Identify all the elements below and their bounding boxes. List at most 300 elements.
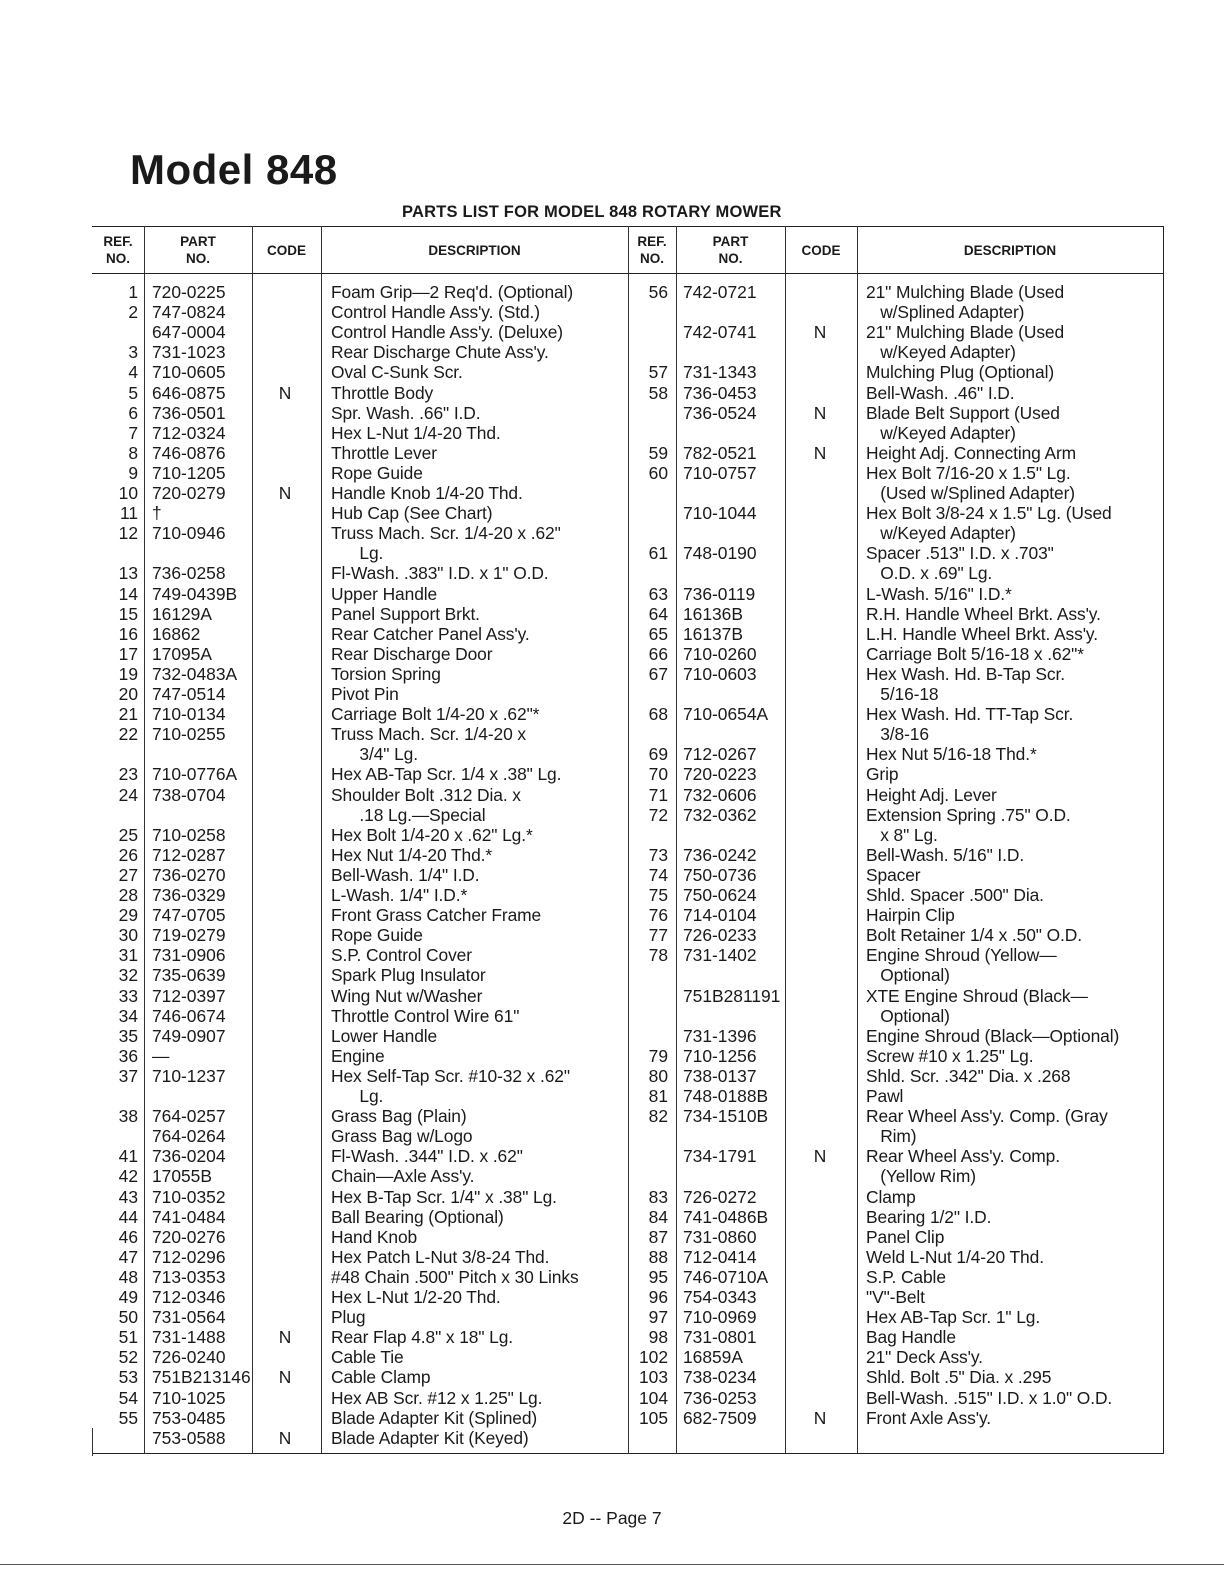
cell-desc: Hex AB-Tap Scr. 1" Lg. <box>866 1307 1041 1328</box>
cell-ref: 43 <box>118 1186 138 1207</box>
cell-part: 736-0270 <box>152 864 226 885</box>
cell-part: 712-0287 <box>152 844 226 865</box>
cell-desc: Shld. Bolt .5" Dia. x .295 <box>866 1367 1052 1388</box>
cell-part: 731-1402 <box>683 945 757 966</box>
cell-part: 731-0801 <box>683 1327 757 1348</box>
cell-desc: w/Keyed Adapter) <box>866 422 1016 443</box>
cell-part: 732-0362 <box>683 804 757 825</box>
cell-part: 710-1044 <box>683 503 757 524</box>
cell-part: 736-0501 <box>152 402 226 423</box>
cell-part: 731-1488 <box>152 1327 226 1348</box>
cell-part: 16862 <box>152 623 201 644</box>
cell-desc: S.P. Cable <box>866 1266 946 1287</box>
cell-code: N <box>813 402 827 423</box>
cell-ref: 4 <box>128 362 138 383</box>
cell-part: 738-0234 <box>683 1367 757 1388</box>
cell-ref: 57 <box>648 362 668 383</box>
cell-desc: 3/4" Lg. <box>331 744 418 765</box>
cell-ref: 95 <box>648 1266 668 1287</box>
cell-code: N <box>813 442 827 463</box>
cell-ref: 49 <box>118 1287 138 1307</box>
cell-part: 750-0624 <box>683 885 757 905</box>
cell-desc: Spacer <box>866 864 921 885</box>
cell-desc: Fl-Wash. .383" I.D. x 1" O.D. <box>331 563 549 584</box>
cell-desc: O.D. x .69" Lg. <box>866 563 993 584</box>
cell-desc: Throttle Control Wire 61" <box>331 1005 520 1026</box>
cell-code: N <box>278 1367 292 1388</box>
cell-part: 736-0329 <box>152 885 226 905</box>
cell-desc: Panel Clip <box>866 1226 945 1247</box>
cell-part: 731-0564 <box>152 1307 226 1328</box>
cell-ref: 12 <box>118 523 138 544</box>
cell-part: 749-0439B <box>152 583 238 604</box>
cell-ref: 71 <box>648 784 668 805</box>
cell-desc: L-Wash. 5/16" I.D.* <box>866 583 1012 604</box>
cell-part: 731-1396 <box>683 1025 757 1046</box>
cell-part: 710-0255 <box>152 724 226 745</box>
cell-part: 712-0346 <box>152 1287 226 1307</box>
cell-part: 710-0134 <box>152 704 226 725</box>
cell-ref: 52 <box>118 1347 138 1368</box>
cell-part: — <box>152 1045 170 1066</box>
cell-desc: Blade Adapter Kit (Splined) <box>331 1407 538 1428</box>
cell-desc: Engine Shroud (Black—Optional) <box>866 1025 1120 1046</box>
cell-ref: 34 <box>118 1005 138 1026</box>
cell-desc: Optional) <box>866 965 950 986</box>
cell-desc: Rear Discharge Door <box>331 643 493 664</box>
cell-ref: 55 <box>118 1407 138 1428</box>
cell-part: 782-0521 <box>683 442 757 463</box>
cell-part: 719-0279 <box>152 925 226 946</box>
cell-desc: Hex Nut 1/4-20 Thd.* <box>331 844 493 865</box>
cell-desc: Shoulder Bolt .312 Dia. x <box>331 784 521 805</box>
bottom-rule <box>0 1564 1224 1565</box>
cell-part: 732-0606 <box>683 784 757 805</box>
cell-part: 746-0876 <box>152 442 226 463</box>
cell-part: 747-0514 <box>152 684 226 704</box>
cell-ref: 6 <box>128 402 138 423</box>
cell-part: 734-1510B <box>683 1106 769 1127</box>
cell-ref: 83 <box>648 1186 668 1207</box>
cell-desc: Hex AB-Tap Scr. 1/4 x .38" Lg. <box>331 764 562 785</box>
cell-part: 747-0705 <box>152 905 226 926</box>
cell-part: 736-0453 <box>683 382 757 403</box>
cell-part: 748-0188B <box>683 1086 769 1106</box>
cell-desc: "V"-Belt <box>866 1287 925 1307</box>
cell-part: 746-0710A <box>683 1266 769 1287</box>
cell-ref: 81 <box>648 1086 668 1106</box>
cell-ref: 29 <box>118 905 138 926</box>
cell-part: 710-0654A <box>683 704 769 725</box>
cell-part: 712-0267 <box>683 744 757 765</box>
header-part-text: PART NO. <box>180 234 216 266</box>
cell-desc: L.H. Handle Wheel Brkt. Ass'y. <box>866 623 1098 644</box>
cell-part: 710-0352 <box>152 1186 226 1207</box>
cell-ref: 3 <box>128 342 138 363</box>
cell-part: 741-0486B <box>683 1206 769 1227</box>
cell-desc: Rear Flap 4.8" x 18" Lg. <box>331 1327 514 1348</box>
cell-desc: Grip <box>866 764 899 785</box>
cell-part: 726-0233 <box>683 925 757 946</box>
cell-desc: Pawl <box>866 1086 904 1106</box>
cell-part: 751B213146 <box>152 1367 251 1388</box>
cell-part: 742-0741 <box>683 322 757 343</box>
cell-ref: 14 <box>118 583 138 604</box>
cell-desc: Rope Guide <box>331 462 423 483</box>
cell-part: 647-0004 <box>152 322 226 343</box>
cell-desc: #48 Chain .500" Pitch x 30 Links <box>331 1266 579 1287</box>
cell-desc: Hub Cap (See Chart) <box>331 503 493 524</box>
cell-desc: w/Splined Adapter) <box>866 302 1025 323</box>
cell-desc: .18 Lg.—Special <box>331 804 486 825</box>
cell-desc: Truss Mach. Scr. 1/4-20 x <box>331 724 526 745</box>
cell-part: 16136B <box>683 603 743 624</box>
cell-desc: Shld. Spacer .500" Dia. <box>866 885 1044 905</box>
header-ref-text: REF. NO. <box>103 234 133 266</box>
cell-part: 710-0260 <box>683 643 757 664</box>
cell-part: 731-1343 <box>683 362 757 383</box>
cell-ref: 27 <box>118 864 138 885</box>
cell-ref: 32 <box>118 965 138 986</box>
cell-ref: 50 <box>118 1307 138 1328</box>
cell-desc: Torsion Spring <box>331 663 441 684</box>
cell-ref: 102 <box>638 1347 668 1368</box>
header-part-text: PART NO. <box>712 234 749 266</box>
cell-part: 712-0414 <box>683 1246 757 1267</box>
cell-part: 720-0223 <box>683 764 757 785</box>
header-desc-text: DESCRIPTION <box>963 242 1057 258</box>
cell-desc: Pivot Pin <box>331 684 399 704</box>
cell-part: 16129A <box>152 603 212 624</box>
cell-ref: 23 <box>118 764 138 785</box>
table-title: PARTS LIST FOR MODEL 848 ROTARY MOWER <box>402 203 782 221</box>
cell-ref: 88 <box>648 1246 668 1267</box>
cell-part: 726-0272 <box>683 1186 757 1207</box>
cell-ref: 26 <box>118 844 138 865</box>
cell-ref: 15 <box>118 603 138 624</box>
cell-ref: 42 <box>118 1166 138 1187</box>
cell-ref: 9 <box>128 462 138 483</box>
cell-code: N <box>278 483 292 503</box>
cell-desc: Hex Bolt 1/4-20 x .62" Lg.* <box>331 824 533 845</box>
cell-ref: 22 <box>118 724 138 745</box>
cell-part: 734-1791 <box>683 1146 757 1167</box>
cell-code: N <box>813 1407 827 1428</box>
cell-desc: Lg. <box>331 1086 384 1106</box>
cell-part: 710-1256 <box>683 1045 757 1066</box>
cell-ref: 84 <box>648 1206 668 1227</box>
cell-desc: Bag Handle <box>866 1327 956 1348</box>
cell-code: N <box>278 1327 292 1348</box>
cell-ref: 77 <box>648 925 668 946</box>
cell-ref: 25 <box>118 824 138 845</box>
cell-part: 710-0605 <box>152 362 226 383</box>
cell-part: 646-0875 <box>152 382 226 403</box>
cell-desc: Spark Plug Insulator <box>331 965 486 986</box>
cell-part: 710-0258 <box>152 824 226 845</box>
cell-part: 17095A <box>152 643 212 664</box>
cell-desc: Optional) <box>866 1005 950 1026</box>
cell-desc: 5/16-18 <box>866 684 939 704</box>
cell-ref: 41 <box>118 1146 138 1167</box>
cell-ref: 64 <box>648 603 668 624</box>
cell-desc: Upper Handle <box>331 583 438 604</box>
cell-ref: 28 <box>118 885 138 905</box>
cell-ref: 103 <box>638 1367 668 1388</box>
cell-part: 714-0104 <box>683 905 757 926</box>
cell-desc: S.P. Control Cover <box>331 945 472 966</box>
cell-desc: Wing Nut w/Washer <box>331 985 483 1006</box>
cell-ref: 82 <box>648 1106 668 1127</box>
cell-desc: Throttle Body <box>331 382 434 403</box>
cell-desc: Fl-Wash. .344" I.D. x .62" <box>331 1146 523 1167</box>
cell-part: 742-0721 <box>683 282 757 302</box>
page-footer: 2D -- Page 7 <box>562 1508 662 1528</box>
cell-part: 738-0704 <box>152 784 226 805</box>
cell-ref: 73 <box>648 844 668 865</box>
cell-ref: 19 <box>118 663 138 684</box>
cell-desc: Rear Discharge Chute Ass'y. <box>331 342 549 363</box>
cell-part: 720-0279 <box>152 483 226 503</box>
cell-part: 710-0969 <box>683 1307 757 1328</box>
cell-desc: Plug <box>331 1307 366 1328</box>
cell-desc: Rear Catcher Panel Ass'y. <box>331 623 530 644</box>
cell-part: 710-0946 <box>152 523 226 544</box>
cell-desc: Front Axle Ass'y. <box>866 1407 992 1428</box>
cell-part: 753-0588 <box>152 1427 226 1448</box>
cell-desc: w/Keyed Adapter) <box>866 342 1016 363</box>
cell-desc: Spr. Wash. .66" I.D. <box>331 402 481 423</box>
cell-part: 741-0484 <box>152 1206 226 1227</box>
cell-ref: 63 <box>648 583 668 604</box>
cell-ref: 7 <box>128 422 138 443</box>
cell-desc: Shld. Scr. .342" Dia. x .268 <box>866 1065 1071 1086</box>
cell-desc: Bearing 1/2" I.D. <box>866 1206 992 1227</box>
cell-desc: Cable Tie <box>331 1347 404 1368</box>
cell-part: 712-0397 <box>152 985 226 1006</box>
cell-ref: 70 <box>648 764 668 785</box>
cell-ref: 16 <box>118 623 138 644</box>
cell-part: 753-0485 <box>152 1407 226 1428</box>
cell-part: 720-0225 <box>152 282 226 302</box>
cell-ref: 37 <box>118 1065 138 1086</box>
cell-part: 712-0324 <box>152 422 226 443</box>
cell-desc: Blade Belt Support (Used <box>866 402 1060 423</box>
cell-desc: Mulching Plug (Optional) <box>866 362 1055 383</box>
cell-desc: Extension Spring .75" O.D. <box>866 804 1071 825</box>
cell-ref: 38 <box>118 1106 138 1127</box>
cell-ref: 58 <box>648 382 668 403</box>
cell-part: 731-1023 <box>152 342 226 363</box>
cell-ref: 98 <box>648 1327 668 1348</box>
cell-desc: Control Handle Ass'y. (Deluxe) <box>331 322 563 343</box>
cell-desc: Foam Grip—2 Req'd. (Optional) <box>331 282 574 302</box>
cell-part: 732-0483A <box>152 663 238 684</box>
cell-desc: Hand Knob <box>331 1226 418 1247</box>
cell-ref: 8 <box>128 442 138 463</box>
cell-ref: 69 <box>648 744 668 765</box>
cell-ref: 21 <box>118 704 138 725</box>
cell-desc: Height Adj. Connecting Arm <box>866 442 1077 463</box>
cell-desc: Hex B-Tap Scr. 1/4" x .38" Lg. <box>331 1186 557 1207</box>
cell-ref: 5 <box>128 382 138 403</box>
cell-part: 710-1025 <box>152 1387 226 1408</box>
cell-desc: XTE Engine Shroud (Black— <box>866 985 1088 1006</box>
cell-desc: Bolt Retainer 1/4 x .50" O.D. <box>866 925 1082 946</box>
cell-part: 726-0240 <box>152 1347 226 1368</box>
cell-ref: 72 <box>648 804 668 825</box>
cell-part: 710-1237 <box>152 1065 226 1086</box>
cell-desc: Hex L-Nut 1/4-20 Thd. <box>331 422 501 443</box>
cell-desc: Hex Wash. Hd. B-Tap Scr. <box>866 663 1065 684</box>
cell-desc: Engine <box>331 1045 385 1066</box>
cell-desc: Chain—Axle Ass'y. <box>331 1166 475 1187</box>
cell-desc: Weld L-Nut 1/4-20 Thd. <box>866 1246 1044 1267</box>
cell-desc: 21" Mulching Blade (Used <box>866 282 1065 302</box>
cell-part: † <box>152 503 162 524</box>
cell-desc: Grass Bag w/Logo <box>331 1126 473 1147</box>
cell-part: 747-0824 <box>152 302 226 323</box>
cell-part: 748-0190 <box>683 543 757 564</box>
header-ref-text: REF. NO. <box>637 234 667 266</box>
cell-part: 736-0258 <box>152 563 226 584</box>
cell-desc: Hex AB Scr. #12 x 1.25" Lg. <box>331 1387 543 1408</box>
cell-ref: 47 <box>118 1246 138 1267</box>
cell-desc: Bell-Wash. .46" I.D. <box>866 382 1015 403</box>
cell-ref: 17 <box>118 643 138 664</box>
cell-part: 710-1205 <box>152 462 226 483</box>
cell-ref: 60 <box>648 462 668 483</box>
cell-part: 731-0860 <box>683 1226 757 1247</box>
cell-desc: Grass Bag (Plain) <box>331 1106 467 1127</box>
cell-desc: Bell-Wash. 1/4" I.D. <box>331 864 480 885</box>
cell-desc: Blade Adapter Kit (Keyed) <box>331 1427 529 1448</box>
page-title: Model 848 <box>130 146 338 193</box>
cell-part: 736-0119 <box>683 583 756 604</box>
cell-ref: 97 <box>648 1307 668 1328</box>
cell-desc: Ball Bearing (Optional) <box>331 1206 504 1227</box>
cell-ref: 51 <box>118 1327 138 1348</box>
cell-ref: 46 <box>118 1226 138 1247</box>
cell-ref: 59 <box>648 442 668 463</box>
cell-ref: 65 <box>648 623 668 644</box>
cell-ref: 67 <box>648 663 668 684</box>
cell-desc: Hex Nut 5/16-18 Thd.* <box>866 744 1037 765</box>
cell-part: 764-0257 <box>152 1106 226 1127</box>
cell-desc: 21" Deck Ass'y. <box>866 1347 983 1368</box>
cell-part: 736-0242 <box>683 844 757 865</box>
cell-ref: 35 <box>118 1025 138 1046</box>
cell-desc: Hex Bolt 7/16-20 x 1.5" Lg. <box>866 462 1071 483</box>
cell-ref: 44 <box>118 1206 138 1227</box>
cell-ref: 61 <box>648 543 668 564</box>
cell-ref: 68 <box>648 704 668 725</box>
cell-desc: Hex Wash. Hd. TT-Tap Scr. <box>866 704 1074 725</box>
cell-ref: 105 <box>638 1407 668 1428</box>
cell-ref: 53 <box>118 1367 138 1388</box>
header-code-text: CODE <box>801 242 841 258</box>
cell-desc: 21" Mulching Blade (Used <box>866 322 1065 343</box>
cell-desc: Throttle Lever <box>331 442 437 463</box>
cell-desc: Hex Bolt 3/8-24 x 1.5" Lg. (Used <box>866 503 1112 524</box>
cell-part: 713-0353 <box>152 1266 226 1287</box>
cell-desc: Clamp <box>866 1186 916 1207</box>
header-desc-text: DESCRIPTION <box>428 242 521 258</box>
cell-part: 750-0736 <box>683 864 757 885</box>
cell-part: 16137B <box>683 623 743 644</box>
cell-desc: Screw #10 x 1.25" Lg. <box>866 1045 1034 1066</box>
cell-desc: Hex Self-Tap Scr. #10-32 x .62" <box>331 1065 570 1086</box>
cell-part: 764-0264 <box>152 1126 226 1147</box>
cell-part: 738-0137 <box>683 1065 757 1086</box>
cell-ref: 13 <box>118 563 138 584</box>
cell-desc: Truss Mach. Scr. 1/4-20 x .62" <box>331 523 561 544</box>
cell-desc: Height Adj. Lever <box>866 784 997 805</box>
cell-desc: Rear Wheel Ass'y. Comp. (Gray <box>866 1106 1108 1127</box>
cell-ref: 54 <box>118 1387 138 1408</box>
cell-desc: Bell-Wash. .515" I.D. x 1.0" O.D. <box>866 1387 1113 1408</box>
cell-desc: Lg. <box>331 543 384 564</box>
cell-part: 754-0343 <box>683 1287 757 1307</box>
cell-desc: Rim) <box>866 1126 917 1147</box>
cell-code: N <box>813 1146 827 1167</box>
cell-ref: 11 <box>119 503 138 524</box>
cell-ref: 66 <box>648 643 668 664</box>
cell-part: 712-0296 <box>152 1246 226 1267</box>
cell-ref: 79 <box>648 1045 668 1066</box>
cell-ref: 48 <box>118 1266 138 1287</box>
cell-desc: (Yellow Rim) <box>866 1166 976 1187</box>
cell-desc: Bell-Wash. 5/16" I.D. <box>866 844 1025 865</box>
cell-ref: 36 <box>118 1045 138 1066</box>
cell-part: 710-0603 <box>683 663 757 684</box>
cell-desc: Panel Support Brkt. <box>331 603 480 624</box>
cell-ref: 20 <box>118 684 138 704</box>
cell-desc: Hairpin Clip <box>866 905 955 926</box>
cell-desc: (Used w/Splined Adapter) <box>866 483 1075 503</box>
cell-desc: Lower Handle <box>331 1025 438 1046</box>
cell-ref: 104 <box>638 1387 668 1408</box>
cell-ref: 31 <box>118 945 138 966</box>
cell-part: 720-0276 <box>152 1226 226 1247</box>
cell-desc: x 8" Lg. <box>866 824 938 845</box>
cell-ref: 30 <box>118 925 138 946</box>
cell-desc: Hex Patch L-Nut 3/8-24 Thd. <box>331 1246 550 1267</box>
cell-desc: R.H. Handle Wheel Brkt. Ass'y. <box>866 603 1101 624</box>
cell-part: 731-0906 <box>152 945 226 966</box>
cell-code: N <box>278 1427 292 1448</box>
cell-part: 751B281191 <box>683 985 781 1006</box>
cell-ref: 56 <box>648 282 668 302</box>
cell-desc: Oval C-Sunk Scr. <box>331 362 463 383</box>
cell-desc: Cable Clamp <box>331 1367 431 1388</box>
cell-ref: 76 <box>648 905 668 926</box>
cell-part: 746-0674 <box>152 1005 226 1026</box>
cell-desc: Spacer .513" I.D. x .703" <box>866 543 1054 564</box>
cell-desc: 3/8-16 <box>866 724 929 745</box>
cell-ref: 10 <box>118 483 138 503</box>
cell-part: 17055B <box>152 1166 212 1187</box>
cell-part: 736-0204 <box>152 1146 226 1167</box>
cell-ref: 78 <box>648 945 668 966</box>
cell-desc: Carriage Bolt 1/4-20 x .62"* <box>331 704 540 725</box>
cell-part: 735-0639 <box>152 965 226 986</box>
cell-desc: Carriage Bolt 5/16-18 x .62"* <box>866 643 1084 664</box>
cell-desc: w/Keyed Adapter) <box>866 523 1016 544</box>
cell-ref: 2 <box>128 302 138 323</box>
cell-desc: Rear Wheel Ass'y. Comp. <box>866 1146 1060 1167</box>
cell-desc: Handle Knob 1/4-20 Thd. <box>331 483 523 503</box>
